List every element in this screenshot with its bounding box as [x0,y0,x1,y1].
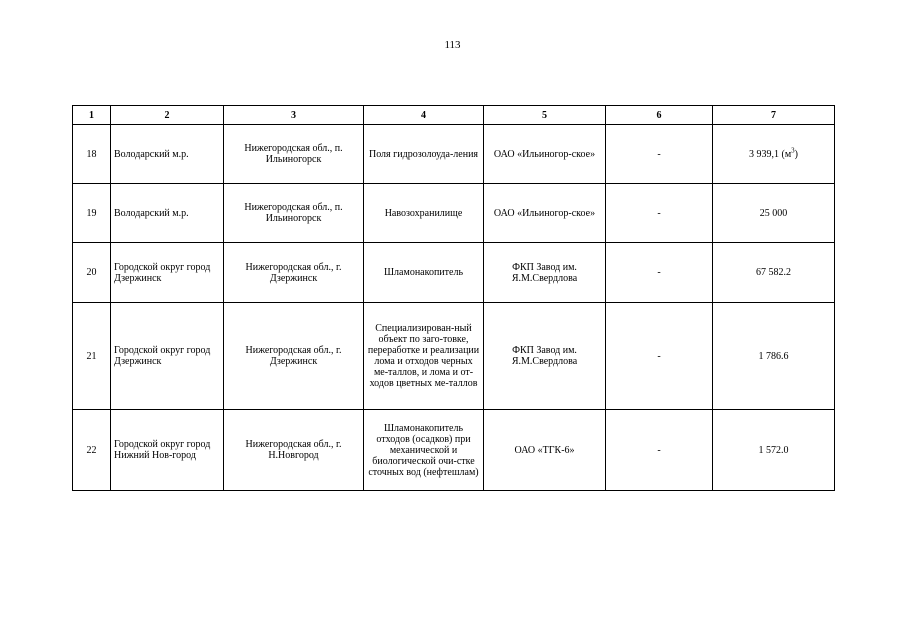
value-suffix: ) [794,148,798,160]
table-row [73,243,835,303]
header-cell: 6 [606,106,713,125]
header-row [73,106,835,125]
owner-cell: ОАО «Ильиногор-ское» [484,125,606,184]
owner-cell: ФКП Завод им. Я.М.Свердлова [484,243,606,303]
table-row [73,125,835,184]
header-cell: 5 [484,106,606,125]
row-number: 20 [73,243,111,303]
table-row [73,303,835,410]
col6-cell: - [606,184,713,243]
object-cell: Навозохранилище [364,184,484,243]
object-cell: Специализирован-ный объект по заго-товке, переработке и реализации лома и отходов черных ме-таллов, и лома и от-ходов цветных ме-таллов [364,303,484,410]
district-cell: Городской округ город Нижний Нов-город [111,410,224,491]
object-cell: Шламонакопитель [364,243,484,303]
owner-cell: ОАО «ТГК-6» [484,410,606,491]
header-cell: 2 [111,106,224,125]
owner-cell: ФКП Завод им. Я.М.Свердлова [484,303,606,410]
waste-objects-table [72,105,835,491]
value-cell: 25 000 [713,184,835,243]
header-cell: 1 [73,106,111,125]
value-cell: 1 786.6 [713,303,835,410]
value-superscript: 3 [791,146,795,155]
col6-cell: - [606,303,713,410]
location-cell: Нижегородская обл., п. Ильиногорск [224,184,364,243]
object-cell: Поля гидрозолоуда-ления [364,125,484,184]
table-row [73,184,835,243]
header-cell: 3 [224,106,364,125]
page-number: 113 [444,39,461,51]
row-number: 21 [73,303,111,410]
district-cell: Городской округ город Дзержинск [111,243,224,303]
location-cell: Нижегородская обл., г. Дзержинск [224,243,364,303]
value-text: 3 939,1 (м [748,148,792,160]
object-cell: Шламонакопитель отходов (осадков) при механической и биологической очи-стке сточных вод (нефтешлам) [364,410,484,491]
row-number: 22 [73,410,111,491]
row-number: 19 [73,184,111,243]
value-cell: 67 582.2 [713,243,835,303]
table-row [73,410,835,491]
col6-cell: - [606,410,713,491]
col6-cell: - [606,243,713,303]
location-cell: Нижегородская обл., п. Ильиногорск [224,125,364,184]
row-number: 18 [73,125,111,184]
header-cell: 7 [713,106,835,125]
location-cell: Нижегородская обл., г. Н.Новгород [224,410,364,491]
district-cell: Володарский м.р. [111,125,224,184]
header-cell: 4 [364,106,484,125]
district-cell: Володарский м.р. [111,184,224,243]
value-cell: 1 572.0 [713,410,835,491]
location-cell: Нижегородская обл., г. Дзержинск [224,303,364,410]
col6-cell: - [606,125,713,184]
value-cell [713,125,835,184]
owner-cell: ОАО «Ильиногор-ское» [484,184,606,243]
district-cell: Городской округ город Дзержинск [111,303,224,410]
